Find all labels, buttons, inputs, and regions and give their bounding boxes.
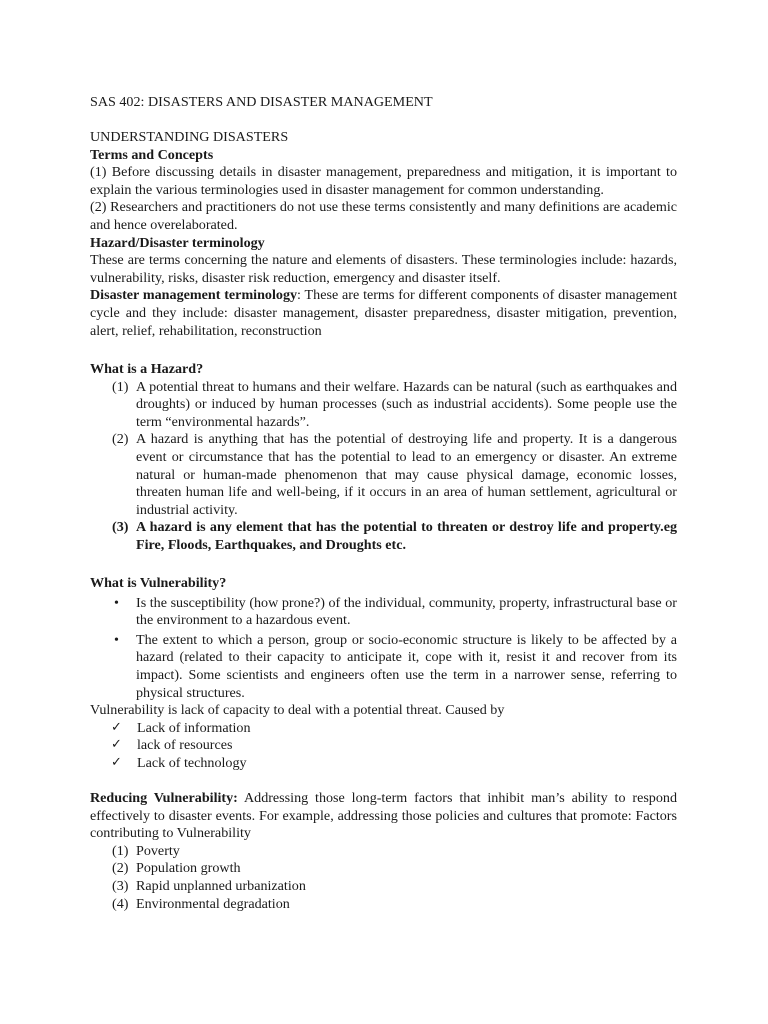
vulnerability-bullet-text: Is the susceptibility (how prone?) of the individual, community, property, infrastructural base or the environment to a hazardous event. <box>136 594 677 629</box>
factor-item-text: Rapid unplanned urbanization <box>136 877 306 894</box>
vulnerability-bullet <box>90 632 677 702</box>
reducing-vulnerability-section <box>90 790 677 913</box>
understanding-section <box>90 129 677 340</box>
hazard-item <box>90 431 677 519</box>
hazard-item-text: A hazard is any element that has the potential to threaten or destroy life and property.eg Fire, Floods, Earthquakes, and Droughts etc. <box>136 519 677 553</box>
hazard-item <box>90 519 677 554</box>
vulnerability-question: What is Vulnerability? <box>90 575 227 591</box>
terms-paragraph-1: (1) Before discussing details in disaster management, preparedness and mitigation, it is important to explain the various terminologies used in disaster management for common understanding. <box>90 164 677 198</box>
hazard-item-label: (3) <box>112 519 129 536</box>
dm-terminology-lead: Disaster management terminology <box>90 287 298 304</box>
bullet-icon: • <box>114 594 119 611</box>
factor-item-text: Population growth <box>136 860 241 877</box>
factor-item-label: (2) <box>112 860 129 877</box>
factor-item-label: (4) <box>112 895 129 912</box>
checkmark-icon: ✓ <box>111 719 122 735</box>
factor-item <box>90 860 677 878</box>
factor-item <box>90 878 677 896</box>
terms-paragraph-2: (2) Researchers and practitioners do not use these terms consistently and many definitions are academic and hence overelaborated. <box>90 199 677 233</box>
reducing-vulnerability-paragraph <box>90 790 677 843</box>
vulnerability-bullet <box>90 595 677 630</box>
factor-item-text: Poverty <box>136 842 180 859</box>
vulnerability-cause: Vulnerability is lack of capacity to deal with a potential threat. Caused by <box>90 702 505 719</box>
factor-item-label: (1) <box>112 842 129 859</box>
factor-item-label: (3) <box>112 877 129 894</box>
hazard-question: What is a Hazard? <box>90 361 204 377</box>
hazard-section <box>90 361 677 555</box>
cause-item <box>90 720 677 738</box>
checkmark-icon: ✓ <box>111 737 122 753</box>
hazard-terminology-heading: Hazard/Disaster terminology <box>90 234 265 251</box>
dm-terminology-paragraph <box>90 287 677 340</box>
cause-item <box>90 737 677 755</box>
checkmark-icon: ✓ <box>111 754 122 770</box>
terms-heading: Terms and Concepts <box>90 146 214 163</box>
bullet-icon: • <box>114 631 119 648</box>
doc-title: SAS 402: DISASTERS AND DISASTER MANAGEMENT <box>90 94 433 110</box>
cause-item-text: Lack of information <box>137 719 251 736</box>
cause-item <box>90 755 677 773</box>
cause-item-text: lack of resources <box>137 737 233 754</box>
cause-item-text: Lack of technology <box>137 754 247 771</box>
factor-item <box>90 843 677 861</box>
section-heading: UNDERSTANDING DISASTERS <box>90 129 289 145</box>
hazard-item <box>90 379 677 432</box>
reducing-vulnerability-text: Addressing those long-term factors that inhibit man’s ability to respond effectively to disaster events. For example, addressing those policies and cultures that promote: Factors contributing to Vulnerability <box>90 790 677 842</box>
hazard-terminology-text: These are terms concerning the nature and elements of disasters. These terminologies include: hazards, vulnerability, risks, disaster risk reduction, emergency and disaster itself. <box>90 252 677 286</box>
hazard-item-label: (2) <box>112 431 129 448</box>
factor-item <box>90 896 677 914</box>
vulnerability-bullet-text: The extent to which a person, group or socio-economic structure is likely to be affected by a hazard (related to their capacity to anticipate it, cope with it, resist it and recover from its impact). Some scientists and engineers often use the term in a narrower sense, referring to physical structures. <box>136 631 677 701</box>
dm-terminology-text: : These are terms for different components of disaster management cycle and they include: disaster management, disaster preparedness, disaster mitigation, prevention, alert, relief, rehabilitation, reconstruction <box>90 287 677 339</box>
reducing-vulnerability-lead: Reducing Vulnerability: <box>90 790 238 806</box>
hazard-item-label: (1) <box>112 378 129 395</box>
hazard-item-text: A potential threat to humans and their welfare. Hazards can be natural (such as earthquakes and droughts) or induced by human processes (such as industrial accidents). Some people use the term “environmental hazards”. <box>136 378 677 430</box>
factor-item-text: Environmental degradation <box>136 895 290 912</box>
vulnerability-section <box>90 575 677 773</box>
hazard-item-text: A hazard is anything that has the potential of destroying life and property. It is a dangerous event or circumstance that has the potential to lead to an emergency or disaster. An extreme natural or human-made phenomenon that may cause physical damage, economic losses, threaten human life and well-being, if it occurs in an area of human settlement, agricultural or industrial activity. <box>136 431 677 518</box>
